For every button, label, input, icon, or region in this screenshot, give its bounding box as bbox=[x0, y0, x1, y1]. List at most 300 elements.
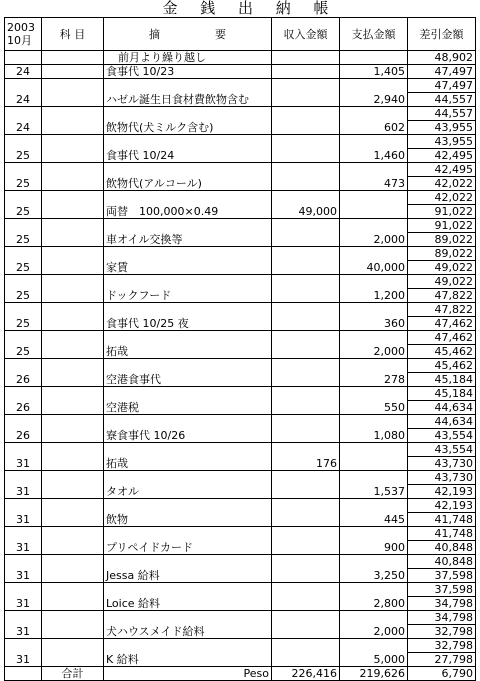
entry-category-top bbox=[42, 135, 104, 149]
entry-category bbox=[42, 653, 104, 667]
entry-date-top bbox=[5, 415, 42, 429]
entry-category bbox=[42, 345, 104, 359]
entry-payment: 2,940 bbox=[340, 93, 408, 107]
entry-income-top bbox=[272, 163, 340, 177]
entry-payment-top bbox=[340, 191, 408, 205]
entry-date-top bbox=[5, 387, 42, 401]
entry-category bbox=[42, 429, 104, 443]
total-label: 合計 bbox=[42, 667, 104, 681]
entry-date: 25 bbox=[5, 233, 42, 247]
entry-category bbox=[42, 177, 104, 191]
table-row-balance bbox=[5, 205, 476, 219]
entry-balance-carried: 44,557 bbox=[408, 107, 476, 121]
entry-description: 飲物代(アルコール) bbox=[104, 177, 272, 191]
entry-category bbox=[42, 485, 104, 499]
entry-category bbox=[42, 93, 104, 107]
table-row-balance bbox=[5, 177, 476, 191]
entry-description: 寮食事代 10/26 bbox=[104, 429, 272, 443]
entry-balance-carried: 43,554 bbox=[408, 443, 476, 457]
table-row-balance bbox=[5, 317, 476, 331]
entry-income-top bbox=[272, 527, 340, 541]
entry-payment: 2,000 bbox=[340, 625, 408, 639]
entry-description: 飲物代(犬ミルク含む) bbox=[104, 121, 272, 135]
table-row bbox=[5, 275, 476, 289]
entry-balance-carried: 41,748 bbox=[408, 527, 476, 541]
entry-payment: 602 bbox=[340, 121, 408, 135]
entry-category-top bbox=[42, 163, 104, 177]
entry-description: K 給料 bbox=[104, 653, 272, 667]
entry-date: 31 bbox=[5, 569, 42, 583]
table-row-balance bbox=[5, 261, 476, 275]
entry-balance: 45,184 bbox=[408, 373, 476, 387]
entry-description-top bbox=[104, 163, 272, 177]
entry-income bbox=[272, 541, 340, 555]
entry-balance-carried: 47,822 bbox=[408, 303, 476, 317]
entry-payment-top bbox=[340, 443, 408, 457]
entry-description: 拓哉 bbox=[104, 345, 272, 359]
entry-balance-carried: 32,798 bbox=[408, 639, 476, 653]
entry-date-top bbox=[5, 443, 42, 457]
entry-income-top bbox=[272, 611, 340, 625]
entry-description-top bbox=[104, 107, 272, 121]
entry-income bbox=[272, 149, 340, 163]
entry-income-top bbox=[272, 219, 340, 233]
entry-income bbox=[272, 65, 340, 79]
entry-description: 車オイル交換等 bbox=[104, 233, 272, 247]
entry-category-top bbox=[42, 247, 104, 261]
header-month: 10月 bbox=[7, 34, 32, 47]
entry-date-top bbox=[5, 611, 42, 625]
entry-description-top bbox=[104, 611, 272, 625]
entry-balance: 32,798 bbox=[408, 625, 476, 639]
entry-description-top bbox=[104, 471, 272, 485]
entry-description-top bbox=[104, 443, 272, 457]
entry-payment-top bbox=[340, 219, 408, 233]
entry-payment: 1,405 bbox=[340, 65, 408, 79]
entry-payment-top bbox=[340, 471, 408, 485]
header-row bbox=[5, 18, 476, 51]
entry-income-top bbox=[272, 583, 340, 597]
entry-date-top bbox=[5, 499, 42, 513]
entry-date-top bbox=[5, 471, 42, 485]
entry-date: 31 bbox=[5, 597, 42, 611]
entry-payment-top bbox=[340, 359, 408, 373]
entry-category-top bbox=[42, 443, 104, 457]
entry-description: Loice 給料 bbox=[104, 597, 272, 611]
table-row bbox=[5, 303, 476, 317]
header-year: 2003 bbox=[7, 21, 35, 34]
entry-date: 31 bbox=[5, 541, 42, 555]
entry-balance-carried: 49,022 bbox=[408, 275, 476, 289]
entry-description-top bbox=[104, 527, 272, 541]
entry-description-top bbox=[104, 275, 272, 289]
table-row-balance bbox=[5, 401, 476, 415]
entry-date-top bbox=[5, 275, 42, 289]
entry-payment-top bbox=[340, 163, 408, 177]
entry-date-top bbox=[5, 331, 42, 345]
entry-income-top bbox=[272, 107, 340, 121]
entry-date-top bbox=[5, 163, 42, 177]
entry-date: 24 bbox=[5, 93, 42, 107]
entry-balance-carried: 42,193 bbox=[408, 499, 476, 513]
entry-payment-top bbox=[340, 415, 408, 429]
entry-payment-top bbox=[340, 555, 408, 569]
entry-category-top bbox=[42, 415, 104, 429]
entry-category-top bbox=[42, 359, 104, 373]
entry-payment-top bbox=[340, 107, 408, 121]
entry-payment-top bbox=[340, 611, 408, 625]
table-row-balance bbox=[5, 65, 476, 79]
entry-balance: 43,554 bbox=[408, 429, 476, 443]
entry-date: 24 bbox=[5, 65, 42, 79]
entry-income-top bbox=[272, 387, 340, 401]
table-row-balance bbox=[5, 93, 476, 107]
entry-payment-top bbox=[340, 303, 408, 317]
entry-category-top bbox=[42, 191, 104, 205]
entry-balance: 47,822 bbox=[408, 289, 476, 303]
entry-payment: 900 bbox=[340, 541, 408, 555]
entry-income-top bbox=[272, 191, 340, 205]
entry-category-top bbox=[42, 387, 104, 401]
entry-income-top bbox=[272, 247, 340, 261]
entry-balance: 47,462 bbox=[408, 317, 476, 331]
header-payment: 支払金額 bbox=[340, 18, 408, 51]
table-row bbox=[5, 79, 476, 93]
table-row bbox=[5, 163, 476, 177]
entry-balance: 47,497 bbox=[408, 65, 476, 79]
entry-balance-carried: 37,598 bbox=[408, 583, 476, 597]
header-category: 科 目 bbox=[42, 18, 104, 51]
entry-balance-carried: 91,022 bbox=[408, 219, 476, 233]
entry-date-top bbox=[5, 639, 42, 653]
entry-category bbox=[42, 261, 104, 275]
entry-balance-carried: 45,184 bbox=[408, 387, 476, 401]
entry-category bbox=[42, 597, 104, 611]
entry-balance: 49,022 bbox=[408, 261, 476, 275]
entry-balance: 42,022 bbox=[408, 177, 476, 191]
entry-payment-top bbox=[340, 387, 408, 401]
entry-income bbox=[272, 401, 340, 415]
entry-balance-carried: 47,497 bbox=[408, 79, 476, 93]
entry-description-top bbox=[104, 191, 272, 205]
entry-balance: 42,193 bbox=[408, 485, 476, 499]
entry-income-top bbox=[272, 331, 340, 345]
entry-description: ドックフード bbox=[104, 289, 272, 303]
entry-balance: 44,634 bbox=[408, 401, 476, 415]
opening-row bbox=[5, 51, 476, 65]
entry-income-top bbox=[272, 415, 340, 429]
entry-payment: 278 bbox=[340, 373, 408, 387]
entry-date-top bbox=[5, 219, 42, 233]
entry-description-top bbox=[104, 583, 272, 597]
entry-balance-carried: 42,495 bbox=[408, 163, 476, 177]
entry-category bbox=[42, 541, 104, 555]
table-row-balance bbox=[5, 457, 476, 471]
entry-date-top bbox=[5, 79, 42, 93]
entry-income bbox=[272, 289, 340, 303]
entry-balance: 44,557 bbox=[408, 93, 476, 107]
entry-balance: 91,022 bbox=[408, 205, 476, 219]
entry-income-top bbox=[272, 359, 340, 373]
table-row bbox=[5, 107, 476, 121]
entry-date: 31 bbox=[5, 485, 42, 499]
entry-payment: 360 bbox=[340, 317, 408, 331]
entry-description-top bbox=[104, 555, 272, 569]
entry-description: 拓哉 bbox=[104, 457, 272, 471]
entry-date: 31 bbox=[5, 625, 42, 639]
table-row bbox=[5, 555, 476, 569]
entry-category bbox=[42, 65, 104, 79]
entry-balance-carried: 43,955 bbox=[408, 135, 476, 149]
entry-balance: 27,798 bbox=[408, 653, 476, 667]
entry-category bbox=[42, 205, 104, 219]
entry-payment: 1,200 bbox=[340, 289, 408, 303]
entry-income: 49,000 bbox=[272, 205, 340, 219]
entry-income bbox=[272, 93, 340, 107]
entry-description-top bbox=[104, 359, 272, 373]
entry-payment-top bbox=[340, 499, 408, 513]
entry-category bbox=[42, 513, 104, 527]
table-row-balance bbox=[5, 233, 476, 247]
table-row bbox=[5, 471, 476, 485]
entry-date: 31 bbox=[5, 457, 42, 471]
entry-payment-top bbox=[340, 331, 408, 345]
entry-payment: 473 bbox=[340, 177, 408, 191]
entry-income-top bbox=[272, 555, 340, 569]
entry-balance-carried: 47,462 bbox=[408, 331, 476, 345]
entry-balance: 40,848 bbox=[408, 541, 476, 555]
table-row-balance bbox=[5, 373, 476, 387]
table-row bbox=[5, 191, 476, 205]
entry-balance: 37,598 bbox=[408, 569, 476, 583]
entry-description: タオル bbox=[104, 485, 272, 499]
table-row-balance bbox=[5, 625, 476, 639]
entry-payment: 5,000 bbox=[340, 653, 408, 667]
entry-category bbox=[42, 373, 104, 387]
entry-payment bbox=[340, 457, 408, 471]
entry-income bbox=[272, 597, 340, 611]
entry-description-top bbox=[104, 219, 272, 233]
entry-date: 26 bbox=[5, 373, 42, 387]
table-row bbox=[5, 443, 476, 457]
entry-payment-top bbox=[340, 639, 408, 653]
entry-date-top bbox=[5, 191, 42, 205]
entry-date: 25 bbox=[5, 177, 42, 191]
entry-category bbox=[42, 401, 104, 415]
entry-income bbox=[272, 373, 340, 387]
header-balance: 差引金額 bbox=[408, 18, 476, 51]
entry-date: 25 bbox=[5, 261, 42, 275]
entry-description-top bbox=[104, 247, 272, 261]
entry-payment: 3,250 bbox=[340, 569, 408, 583]
entry-date-top bbox=[5, 359, 42, 373]
entry-description: プリペイドカード bbox=[104, 541, 272, 555]
table-row bbox=[5, 219, 476, 233]
entry-date: 24 bbox=[5, 121, 42, 135]
entry-description-top bbox=[104, 331, 272, 345]
table-row bbox=[5, 359, 476, 373]
entry-category-top bbox=[42, 499, 104, 513]
entry-income bbox=[272, 233, 340, 247]
entry-balance: 41,748 bbox=[408, 513, 476, 527]
entry-payment-top bbox=[340, 583, 408, 597]
table-row bbox=[5, 583, 476, 597]
entry-income bbox=[272, 429, 340, 443]
table-row-balance bbox=[5, 541, 476, 555]
entry-category-top bbox=[42, 527, 104, 541]
entry-payment: 1,537 bbox=[340, 485, 408, 499]
entry-payment: 2,000 bbox=[340, 345, 408, 359]
entry-payment: 2,000 bbox=[340, 233, 408, 247]
opening-description: 前月より繰り越し bbox=[104, 51, 272, 65]
table-row bbox=[5, 247, 476, 261]
entry-description-top bbox=[104, 135, 272, 149]
entry-balance-carried: 34,798 bbox=[408, 611, 476, 625]
entry-income bbox=[272, 569, 340, 583]
entry-category-top bbox=[42, 331, 104, 345]
total-currency: Peso bbox=[104, 667, 272, 681]
table-row-balance bbox=[5, 289, 476, 303]
entry-date-top bbox=[5, 247, 42, 261]
table-row-balance bbox=[5, 513, 476, 527]
entry-balance: 43,955 bbox=[408, 121, 476, 135]
entry-description: 空港税 bbox=[104, 401, 272, 415]
entry-category-top bbox=[42, 583, 104, 597]
entry-balance: 42,495 bbox=[408, 149, 476, 163]
entry-balance: 89,022 bbox=[408, 233, 476, 247]
table-row-balance bbox=[5, 429, 476, 443]
entry-income bbox=[272, 625, 340, 639]
entry-date-top bbox=[5, 107, 42, 121]
entry-description: 両替 100,000×0.49 bbox=[104, 205, 272, 219]
entry-payment: 550 bbox=[340, 401, 408, 415]
entry-income bbox=[272, 261, 340, 275]
entry-date: 26 bbox=[5, 429, 42, 443]
entry-category bbox=[42, 149, 104, 163]
entry-description: 食事代 10/23 bbox=[104, 65, 272, 79]
entry-description: Jessa 給料 bbox=[104, 569, 272, 583]
entry-payment-top bbox=[340, 247, 408, 261]
entry-date-top bbox=[5, 555, 42, 569]
entry-category-top bbox=[42, 471, 104, 485]
entry-balance: 45,462 bbox=[408, 345, 476, 359]
table-row bbox=[5, 331, 476, 345]
total-row bbox=[5, 667, 476, 681]
entry-payment-top bbox=[340, 135, 408, 149]
entry-payment bbox=[340, 205, 408, 219]
entry-income bbox=[272, 485, 340, 499]
entry-category bbox=[42, 121, 104, 135]
entry-category-top bbox=[42, 555, 104, 569]
entry-date-top bbox=[5, 527, 42, 541]
entry-income-top bbox=[272, 471, 340, 485]
entry-income-top bbox=[272, 499, 340, 513]
entry-description: ハゼル誕生日食材費飲物含む bbox=[104, 93, 272, 107]
entry-payment: 2,800 bbox=[340, 597, 408, 611]
entry-description-top bbox=[104, 415, 272, 429]
table-row-balance bbox=[5, 485, 476, 499]
entry-payment: 445 bbox=[340, 513, 408, 527]
entry-category bbox=[42, 233, 104, 247]
entry-date: 26 bbox=[5, 401, 42, 415]
entry-date: 25 bbox=[5, 205, 42, 219]
entry-date: 31 bbox=[5, 513, 42, 527]
entry-balance-carried: 42,022 bbox=[408, 191, 476, 205]
total-payment: 219,626 bbox=[340, 667, 408, 681]
entry-description-top bbox=[104, 639, 272, 653]
entry-date: 31 bbox=[5, 653, 42, 667]
table-row bbox=[5, 527, 476, 541]
entry-payment: 1,460 bbox=[340, 149, 408, 163]
entry-category bbox=[42, 625, 104, 639]
entry-payment-top bbox=[340, 79, 408, 93]
entry-date: 25 bbox=[5, 289, 42, 303]
entry-income-top bbox=[272, 79, 340, 93]
table-row bbox=[5, 135, 476, 149]
entry-category bbox=[42, 569, 104, 583]
entry-income bbox=[272, 345, 340, 359]
entry-date-top bbox=[5, 135, 42, 149]
entry-category-top bbox=[42, 79, 104, 93]
entry-balance-carried: 89,022 bbox=[408, 247, 476, 261]
table-row bbox=[5, 639, 476, 653]
entry-description-top bbox=[104, 387, 272, 401]
entry-payment: 40,000 bbox=[340, 261, 408, 275]
table-row bbox=[5, 387, 476, 401]
entry-income-top bbox=[272, 275, 340, 289]
entry-balance-carried: 44,634 bbox=[408, 415, 476, 429]
cash-ledger-table bbox=[4, 17, 476, 681]
entry-balance: 34,798 bbox=[408, 597, 476, 611]
table-row bbox=[5, 415, 476, 429]
entry-income-top bbox=[272, 443, 340, 457]
table-row-balance bbox=[5, 345, 476, 359]
entry-balance-carried: 40,848 bbox=[408, 555, 476, 569]
header-date bbox=[5, 18, 42, 51]
entry-category-top bbox=[42, 107, 104, 121]
entry-category-top bbox=[42, 611, 104, 625]
entry-income-top bbox=[272, 303, 340, 317]
entry-category bbox=[42, 317, 104, 331]
table-row bbox=[5, 499, 476, 513]
entry-description-top bbox=[104, 79, 272, 93]
total-balance: 6,790 bbox=[408, 667, 476, 681]
entry-date-top bbox=[5, 583, 42, 597]
table-row bbox=[5, 611, 476, 625]
opening-balance: 48,902 bbox=[408, 51, 476, 65]
table-row-balance bbox=[5, 149, 476, 163]
entry-description-top bbox=[104, 499, 272, 513]
entry-category bbox=[42, 289, 104, 303]
entry-category-top bbox=[42, 275, 104, 289]
entry-category-top bbox=[42, 303, 104, 317]
entry-income-top bbox=[272, 639, 340, 653]
entry-date-top bbox=[5, 303, 42, 317]
entry-income bbox=[272, 121, 340, 135]
table-row-balance bbox=[5, 121, 476, 135]
entry-balance-carried: 43,730 bbox=[408, 471, 476, 485]
entry-category bbox=[42, 457, 104, 471]
entry-description: 食事代 10/25 夜 bbox=[104, 317, 272, 331]
entry-balance: 43,730 bbox=[408, 457, 476, 471]
table-row-balance bbox=[5, 569, 476, 583]
entry-description-top bbox=[104, 303, 272, 317]
entry-date: 25 bbox=[5, 345, 42, 359]
entry-date: 25 bbox=[5, 149, 42, 163]
entry-income bbox=[272, 653, 340, 667]
table-row-balance bbox=[5, 653, 476, 667]
entry-income bbox=[272, 317, 340, 331]
